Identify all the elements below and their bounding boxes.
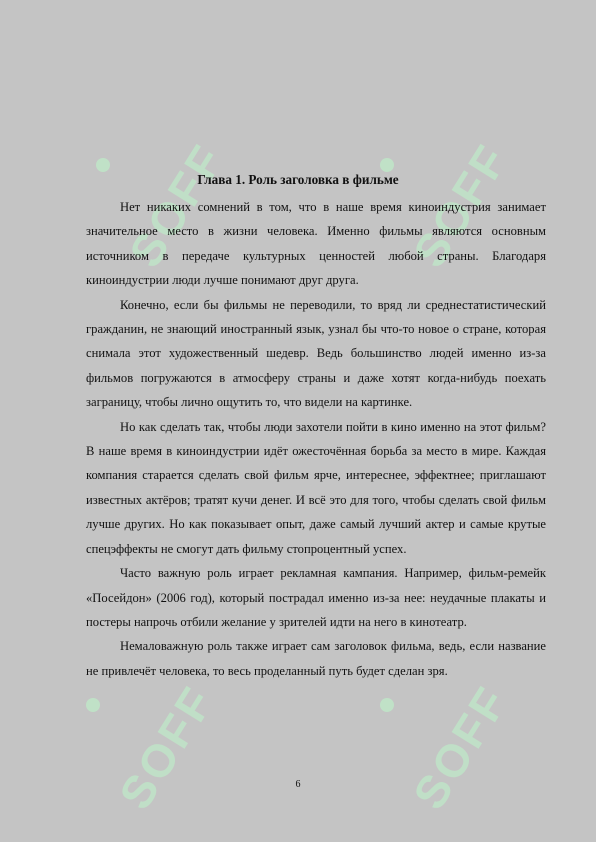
paragraph: Конечно, если бы фильмы не переводили, то вряд ли среднестатистический гражданин, не знающий иностранный язык, узнал бы что-то новое о стране, которая снимала этот художественный шедевр. Ведь большинство людей именно из-за фильмов погружаются в атмосферу страны и даже хотят когда-нибудь поехать заграницу, чтобы лично ощутить то, что видели на картинке. [86,297,546,410]
paragraph: Но как сделать так, чтобы люди захотели пойти в кино именно на этот фильм? В наше время в киноиндустрии идёт ожесточённая борьба за место в мире. Каждая компания старается сделать свой фильм ярче, интереснее, эффектнее; приглашают известных актёров; тратят кучи денег. И всё это для того, чтобы сделать свой фильм лучше других. Но как показывает опыт, даже самый лучший актер и самые крутые спецэффекты не смогут дать фильму стопроцентный успех. [86,419,546,556]
paragraph: Нет никаких сомнений в том, что в наше время киноиндустрия занимает значительное место в жизни человека. Именно фильмы являются основным источником в передаче культурных ценностей любой страны. Благодаря киноиндустрии люди лучше понимают друг друга. [86,200,546,288]
page-number: 6 [295,779,301,790]
watermark-logo-icon [96,158,110,172]
paragraph: Немаловажную роль также играет сам заголовок фильма, ведь, если название не привлечёт человека, то весь проделанный путь будет сделан зря. [86,639,546,678]
watermark-logo-icon [86,698,100,712]
chapter-title: Глава 1. Роль заголовка в фильме [197,172,399,187]
watermark: SOFF [402,134,519,277]
paragraph: Часто важную роль играет рекламная кампания. Например, фильм-ремейк «Посейдон» (2006 год), который пострадал именно из-за нее: неудачные плакаты и постеры напрочь отбили желание у зрителей идти на него в кинотеатр. [86,566,546,629]
watermark: SOFF [402,676,519,819]
watermark: SOFF [108,676,225,819]
document-body [86,195,546,683]
watermark-logo-icon [380,698,394,712]
watermark-logo-icon [380,158,394,172]
watermark: SOFF [118,134,235,277]
